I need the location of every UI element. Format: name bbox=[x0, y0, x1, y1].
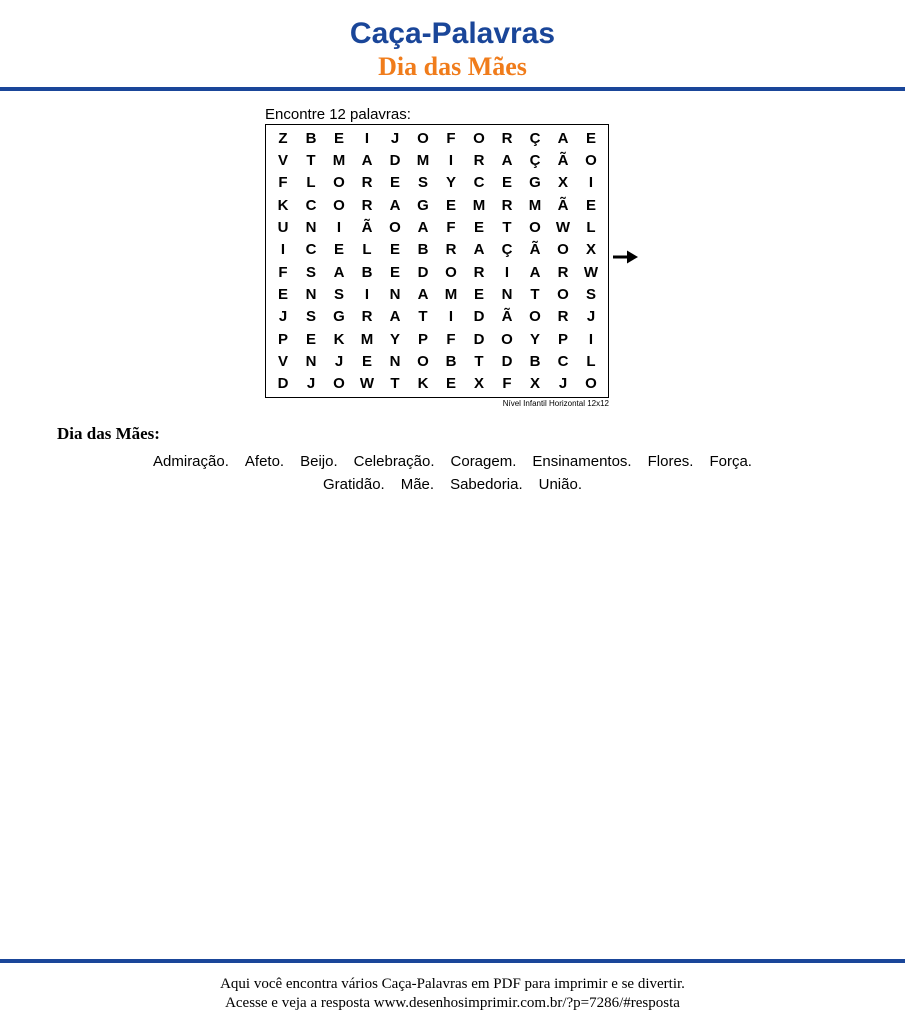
grid-cell: T bbox=[502, 218, 512, 236]
grid-cell: R bbox=[361, 308, 373, 326]
grid-cell: Z bbox=[278, 129, 288, 147]
grid-cell: O bbox=[445, 263, 457, 281]
grid-cell: O bbox=[501, 330, 513, 348]
grid-cell: M bbox=[472, 196, 486, 214]
header-divider bbox=[0, 87, 905, 91]
word-list-item: Mãe. bbox=[400, 476, 435, 493]
word-list-item: Flores. bbox=[647, 453, 694, 470]
grid-cell: J bbox=[586, 308, 596, 326]
grid-cell: R bbox=[557, 308, 569, 326]
grid-cell: D bbox=[473, 308, 485, 326]
grid-cell: O bbox=[557, 285, 569, 303]
footer-line-2: Acesse e veja a resposta www.desenhosimprimir.com.br/?p=7286/#resposta bbox=[225, 995, 680, 1011]
grid-cell: B bbox=[361, 263, 373, 281]
grid-cell: N bbox=[389, 352, 401, 370]
grid-cell: Ç bbox=[529, 129, 541, 147]
grid-cell: I bbox=[588, 330, 594, 348]
grid-cell: C bbox=[305, 241, 317, 259]
grid-cell: I bbox=[588, 174, 594, 192]
grid-cell: G bbox=[529, 174, 541, 192]
grid-cell: R bbox=[473, 263, 485, 281]
grid-cell: J bbox=[334, 352, 344, 370]
grid-cell: F bbox=[446, 129, 456, 147]
grid-cell: O bbox=[473, 129, 485, 147]
grid-cell: W bbox=[583, 263, 599, 281]
grid-cell: D bbox=[473, 330, 485, 348]
grid-cell: C bbox=[305, 196, 317, 214]
puzzle-instruction: Encontre 12 palavras: bbox=[265, 106, 411, 123]
word-list-item: União. bbox=[538, 476, 582, 493]
grid-cell: S bbox=[333, 285, 344, 303]
grid-cell: P bbox=[417, 330, 428, 348]
grid-cell: M bbox=[416, 151, 430, 169]
grid-cell: E bbox=[585, 129, 596, 147]
grid-cell: X bbox=[473, 375, 484, 393]
grid-cell: J bbox=[558, 375, 568, 393]
grid-cell: B bbox=[305, 129, 317, 147]
grid-cell: Ã bbox=[501, 308, 513, 326]
grid-cell: B bbox=[529, 352, 541, 370]
grid-cell: S bbox=[305, 308, 316, 326]
grid-cell: T bbox=[390, 375, 400, 393]
grid-cell: A bbox=[333, 263, 345, 281]
grid-cell: L bbox=[586, 352, 596, 370]
grid-cell: T bbox=[530, 285, 540, 303]
grid-cell: W bbox=[359, 375, 375, 393]
grid-cell: F bbox=[278, 263, 288, 281]
grid-cell: F bbox=[446, 330, 456, 348]
grid-cell: I bbox=[448, 308, 454, 326]
grid-cell: A bbox=[473, 241, 485, 259]
grid-cell: I bbox=[364, 285, 370, 303]
grid-cell: D bbox=[417, 263, 429, 281]
grid-cell: O bbox=[333, 375, 345, 393]
grid-cell: Ã bbox=[557, 196, 569, 214]
grid-cell: A bbox=[529, 263, 541, 281]
grid-cell: E bbox=[473, 285, 484, 303]
grid-cell: A bbox=[557, 129, 569, 147]
grid-cell: N bbox=[501, 285, 513, 303]
grid-cell: C bbox=[557, 352, 569, 370]
grid-cell: N bbox=[389, 285, 401, 303]
level-label: Nível Infantil Horizontal 12x12 bbox=[502, 399, 609, 408]
grid-cell: T bbox=[306, 151, 316, 169]
grid-cell: Ã bbox=[557, 151, 569, 169]
grid-cell: A bbox=[417, 285, 429, 303]
grid-cell: G bbox=[333, 308, 345, 326]
grid-cell: F bbox=[502, 375, 512, 393]
grid-cell: Y bbox=[389, 330, 400, 348]
grid-cell: R bbox=[501, 129, 513, 147]
grid-cell: X bbox=[557, 174, 568, 192]
grid-cell: O bbox=[557, 241, 569, 259]
grid-cell: Ã bbox=[529, 241, 541, 259]
grid-cell: Y bbox=[445, 174, 456, 192]
grid-cell: V bbox=[277, 151, 288, 169]
grid-cell: M bbox=[332, 151, 346, 169]
grid-cell: E bbox=[305, 330, 316, 348]
grid-cell: O bbox=[585, 151, 597, 169]
grid-cell: X bbox=[529, 375, 540, 393]
grid-cell: L bbox=[362, 241, 372, 259]
grid-cell: M bbox=[444, 285, 458, 303]
word-list-item: Ensinamentos. bbox=[532, 453, 632, 470]
grid-cell: F bbox=[446, 218, 456, 236]
grid-cell: E bbox=[389, 241, 400, 259]
grid-cell: E bbox=[333, 241, 344, 259]
grid-cell: E bbox=[473, 218, 484, 236]
page-title: Caça-Palavras bbox=[349, 17, 556, 50]
grid-cell: I bbox=[504, 263, 510, 281]
arrow-right-icon bbox=[613, 249, 639, 265]
grid-cell: Y bbox=[529, 330, 540, 348]
grid-cell: D bbox=[501, 352, 513, 370]
grid-cell: X bbox=[585, 241, 596, 259]
grid-cell: P bbox=[277, 330, 288, 348]
grid-cell: S bbox=[305, 263, 316, 281]
grid-cell: I bbox=[364, 129, 370, 147]
grid-cell: R bbox=[361, 174, 373, 192]
grid-cell: E bbox=[333, 129, 344, 147]
grid-cell: S bbox=[417, 174, 428, 192]
grid-cell: E bbox=[585, 196, 596, 214]
grid-cell: G bbox=[417, 196, 429, 214]
word-list-item: Coragem. bbox=[450, 453, 517, 470]
word-list-item: Admiração. bbox=[153, 453, 229, 470]
grid-cell: I bbox=[280, 241, 286, 259]
grid-cell: N bbox=[305, 352, 317, 370]
grid-cell: O bbox=[417, 352, 429, 370]
grid-cell: A bbox=[361, 151, 373, 169]
grid-cell: K bbox=[417, 375, 429, 393]
grid-cell: J bbox=[278, 308, 288, 326]
grid-cell: J bbox=[306, 375, 316, 393]
grid-cell: M bbox=[528, 196, 542, 214]
grid-cell: I bbox=[448, 151, 454, 169]
grid-cell: A bbox=[417, 218, 429, 236]
grid-cell: O bbox=[529, 218, 541, 236]
word-list-item: Celebração. bbox=[353, 453, 435, 470]
grid-cell: T bbox=[474, 352, 484, 370]
grid-cell: Ç bbox=[501, 241, 513, 259]
grid-cell: E bbox=[445, 196, 456, 214]
grid-cell: A bbox=[389, 196, 401, 214]
grid-cell: E bbox=[445, 375, 456, 393]
grid-cell: R bbox=[445, 241, 457, 259]
grid-cell: O bbox=[389, 218, 401, 236]
grid-cell: N bbox=[305, 285, 317, 303]
grid-cell: L bbox=[306, 174, 316, 192]
grid-cell: O bbox=[585, 375, 597, 393]
grid-cell: Ç bbox=[529, 151, 541, 169]
footer bbox=[0, 975, 905, 1013]
grid-cell: S bbox=[585, 285, 596, 303]
footer-line-1: Aqui você encontra vários Caça-Palavras em PDF para imprimir e se divertir. bbox=[220, 976, 685, 992]
grid-cell: O bbox=[333, 196, 345, 214]
grid-cell: K bbox=[277, 196, 289, 214]
grid-cell: B bbox=[417, 241, 429, 259]
grid-cell: C bbox=[473, 174, 485, 192]
grid-cell: Ã bbox=[361, 218, 373, 236]
grid-cell: W bbox=[555, 218, 571, 236]
grid-cell: F bbox=[278, 174, 288, 192]
grid-cell: P bbox=[557, 330, 568, 348]
grid-cell: I bbox=[336, 218, 342, 236]
grid-cell: T bbox=[418, 308, 428, 326]
grid-cell: R bbox=[557, 263, 569, 281]
grid-cell: B bbox=[445, 352, 457, 370]
page-subtitle: Dia das Mães bbox=[378, 52, 527, 81]
grid-cell: M bbox=[360, 330, 374, 348]
grid-cell: D bbox=[389, 151, 401, 169]
grid-cell: O bbox=[333, 174, 345, 192]
word-list-item: Força. bbox=[709, 453, 752, 470]
grid-cell: U bbox=[277, 218, 289, 236]
grid-cell: K bbox=[333, 330, 345, 348]
grid-cell: E bbox=[389, 174, 400, 192]
word-list-item: Beijo. bbox=[300, 453, 338, 470]
grid-cell: O bbox=[417, 129, 429, 147]
grid-cell: O bbox=[529, 308, 541, 326]
grid-cell: R bbox=[473, 151, 485, 169]
grid-cell: A bbox=[389, 308, 401, 326]
grid-cell: E bbox=[389, 263, 400, 281]
word-list-item: Afeto. bbox=[244, 453, 285, 470]
grid-cell: J bbox=[390, 129, 400, 147]
word-list-item: Sabedoria. bbox=[450, 476, 523, 493]
grid-cell: N bbox=[305, 218, 317, 236]
grid-cell: E bbox=[361, 352, 372, 370]
word-list-item: Gratidão. bbox=[323, 476, 385, 493]
word-list-heading: Dia das Mães: bbox=[57, 424, 160, 443]
grid-cell: A bbox=[501, 151, 513, 169]
word-search-grid bbox=[265, 124, 609, 398]
grid-cell: D bbox=[277, 375, 289, 393]
word-list bbox=[40, 450, 865, 496]
footer-divider bbox=[0, 959, 905, 963]
grid-cell: E bbox=[277, 285, 288, 303]
grid-cell: R bbox=[501, 196, 513, 214]
grid-cell: E bbox=[501, 174, 512, 192]
grid-cell: V bbox=[277, 352, 288, 370]
grid-cell: L bbox=[586, 218, 596, 236]
grid-cell: R bbox=[361, 196, 373, 214]
